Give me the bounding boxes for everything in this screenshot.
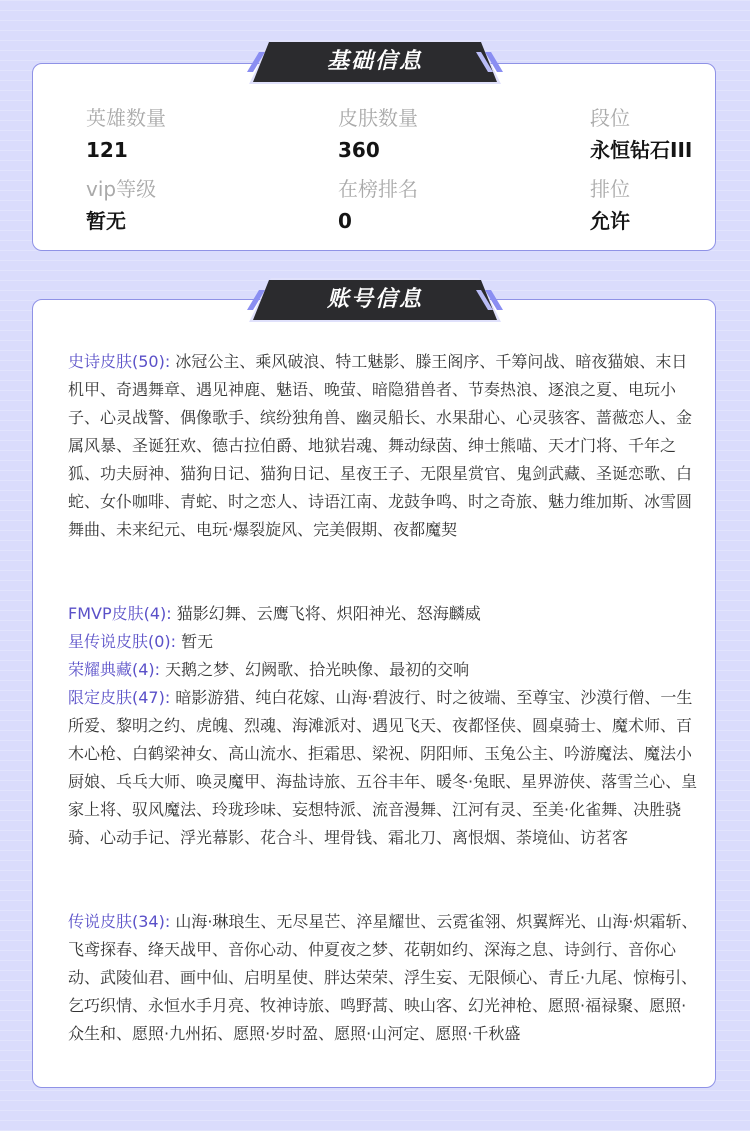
stat-value: 允许 <box>590 209 630 233</box>
stat-hero-count <box>86 105 166 163</box>
skin-section-star-legend <box>68 628 698 656</box>
stat-skin-count <box>338 105 418 163</box>
skin-category-label: 星传说皮肤(0): <box>68 632 177 651</box>
skin-category-label: 荣耀典藏(4): <box>68 660 161 679</box>
skin-section-glory-collection <box>68 656 698 684</box>
stat-rank-tier <box>590 105 692 163</box>
skin-list: 暗影游猎、纯白花嫁、山海·碧波行、时之彼端、至尊宝、沙漠行僧、一生所爱、黎明之约、虎魄、烈魂、海滩派对、遇见飞天、夜都怪侠、圆桌骑士、魔术师、百木心枪、白鹤梁神女、高山流水、拒霜思、梁祝、阴阳师、玉兔公主、吟游魔法、魔法小厨娘、乓乓大师、唤灵魔甲、海盐诗旅、五谷丰年、暖冬·兔眠、星界游侠、落雪兰心、皇家上将、驭风魔法、玲珑珍味、妄想特派、流音漫舞、江河有灵、至美·化雀舞、决胜骁骑、心动手记、浮光幕影、花合斗、埋骨钱、霜北刀、离恨烟、荼境仙、访茗客 <box>68 688 698 847</box>
skin-list: 猫影幻舞、云鹰飞将、炽阳神光、怒海麟威 <box>176 604 481 623</box>
stat-leaderboard-rank <box>338 176 418 234</box>
stat-label: 英雄数量 <box>86 106 166 130</box>
skin-list: 山海·琳琅生、无尽星芒、淬星耀世、云霓雀翎、炽翼辉光、山海·炽霜斩、飞鸢探春、绛天战甲、音你心动、仲夏夜之梦、花朝如约、深海之息、诗剑行、音你心动、武陵仙君、画中仙、启明星使、胖达荣荣、浮生妄、无限倾心、青丘·九尾、惊梅引、乞巧织情、永恒水手月亮、牧神诗旅、鸣野蒿、映山客、幻光神枪、愿照·福禄聚、愿照·众生和、愿照·九州拓、愿照·岁时盈、愿照·山河定、愿照·千秋盛 <box>68 912 698 1043</box>
skin-category-label: 限定皮肤(47): <box>68 688 171 707</box>
skin-category-label: FMVP皮肤(4): <box>68 604 172 623</box>
stat-label: vip等级 <box>86 177 157 201</box>
stat-value: 360 <box>338 138 380 162</box>
stat-value: 暂无 <box>86 209 126 233</box>
stat-label: 皮肤数量 <box>338 106 418 130</box>
stat-label: 排位 <box>590 177 630 201</box>
basic-info-title: 基础信息 <box>326 49 423 74</box>
stat-value: 永恒钻石III <box>590 138 693 162</box>
skin-section-fmvp <box>68 600 698 628</box>
skin-section-epic <box>68 348 698 544</box>
skin-category-label: 传说皮肤(34): <box>68 912 171 931</box>
stat-value: 121 <box>86 138 128 162</box>
stat-label: 段位 <box>590 106 630 130</box>
stat-label: 在榜排名 <box>338 177 418 201</box>
skin-list: 天鹅之梦、幻阙歌、拾光映像、最初的交响 <box>165 660 470 679</box>
stat-value: 0 <box>338 209 352 233</box>
stat-ranked-allowed <box>590 176 630 234</box>
basic-info-header <box>245 38 505 86</box>
skin-section-legendary <box>68 908 698 1048</box>
skin-list: 冰冠公主、乘风破浪、特工魅影、滕王阁序、千筹问战、暗夜猫娘、末日机甲、奇遇舞章、遇见神鹿、魅语、晚萤、暗隐猎兽者、节奏热浪、逐浪之夏、电玩小子、心灵战警、偶像歌手、缤纷独角兽、幽灵船长、水果甜心、心灵骇客、蔷薇恋人、金属风暴、圣诞狂欢、德古拉伯爵、地狱岩魂、舞动绿茵、绅士熊喵、天才门将、千年之狐、功夫厨神、猫狗日记、猫狗日记、星夜王子、无限星赏官、鬼剑武藏、圣诞恋歌、白蛇、女仆咖啡、青蛇、时之恋人、诗语江南、龙鼓争鸣、时之奇旅、魅力维加斯、冰雪圆舞曲、未来纪元、电玩·爆裂旋风、完美假期、夜都魔契 <box>68 352 693 539</box>
stat-vip-level <box>86 176 156 234</box>
account-info-title: 账号信息 <box>326 287 423 312</box>
skin-category-label: 史诗皮肤(50): <box>68 352 171 371</box>
account-info-header <box>245 276 505 324</box>
skin-list: 暂无 <box>181 632 214 651</box>
skin-section-limited <box>68 684 698 852</box>
